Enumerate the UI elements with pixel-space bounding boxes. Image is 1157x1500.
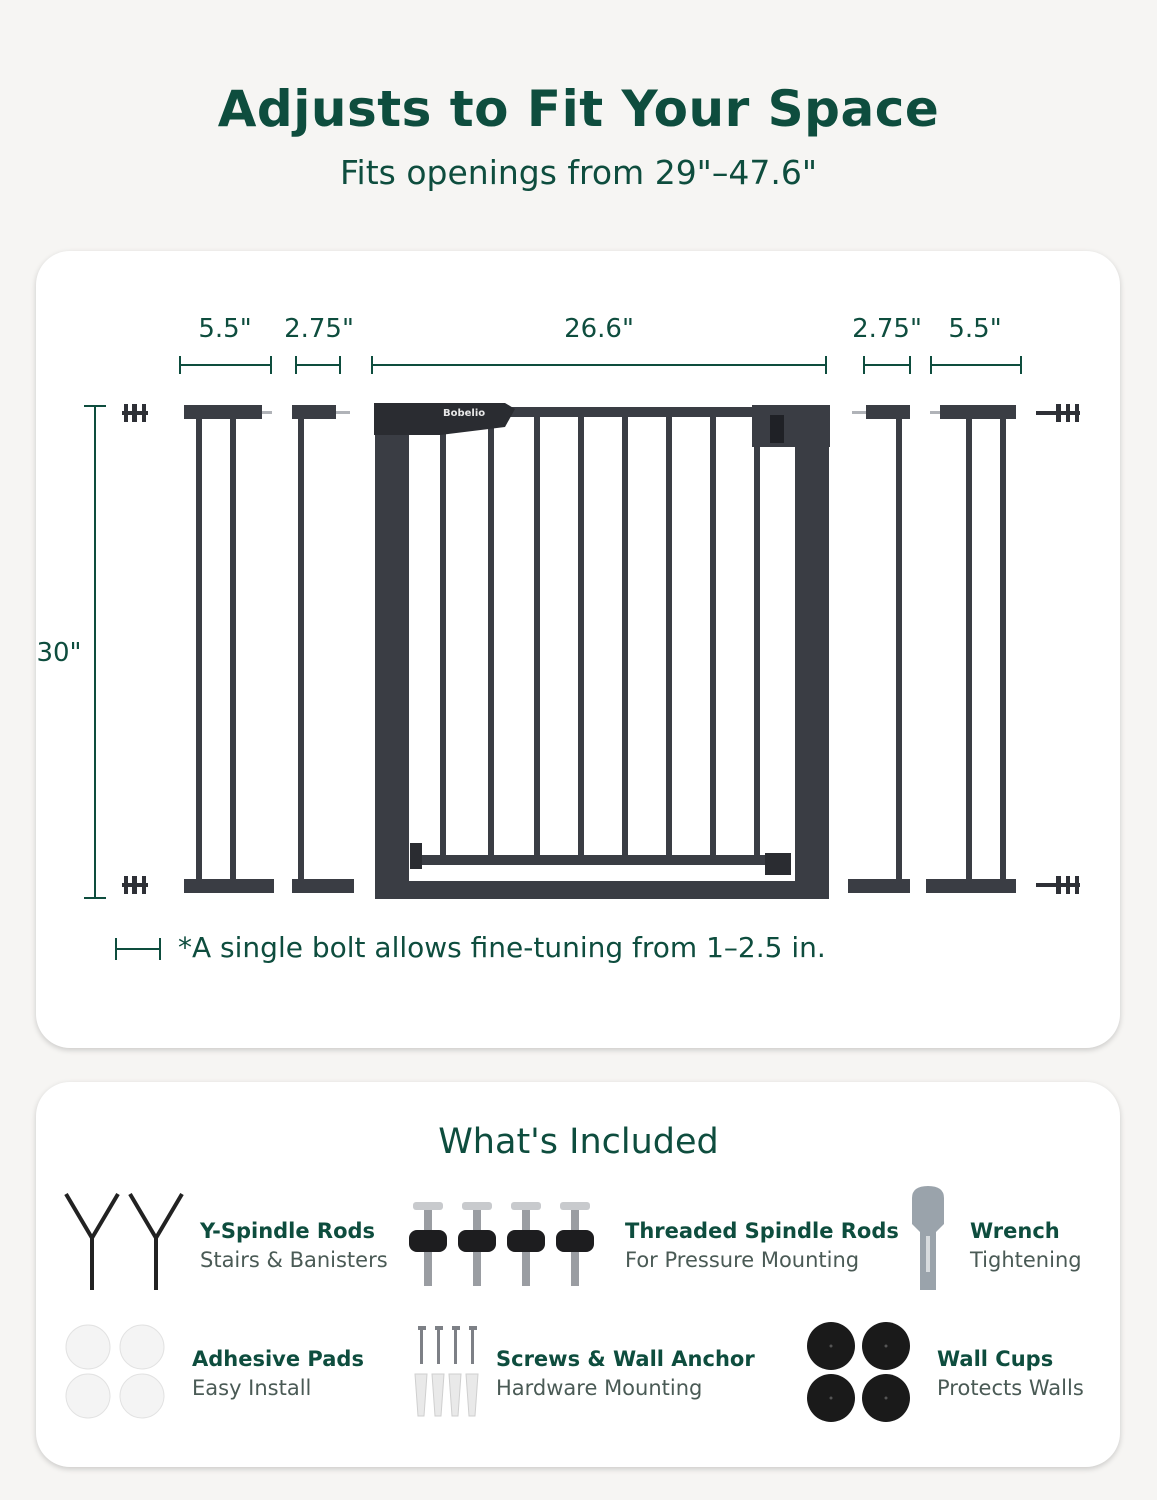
- bolt-dimension-icon: [114, 936, 164, 962]
- extension-right-large: [926, 405, 1016, 893]
- page-subtitle: Fits openings from 29"–47.6": [339, 153, 818, 192]
- item-desc-screws-anchor: Hardware Mounting: [496, 1376, 703, 1400]
- spindle-rod-left-top: [122, 404, 148, 422]
- item-name-screws-anchor: Screws & Wall Anchor: [496, 1347, 755, 1371]
- dim-line-ext-right-small: [863, 356, 911, 374]
- main-gate: [374, 403, 830, 899]
- page-title: Adjusts to Fit Your Space: [217, 80, 940, 138]
- spindle-rod-left-bottom: [122, 876, 148, 894]
- item-name-wall-cups: Wall Cups: [937, 1347, 1054, 1371]
- item-name-adhesive-pads: Adhesive Pads: [192, 1347, 364, 1371]
- dim-line-ext-left-large: [179, 356, 272, 374]
- y-spindle-icon: [60, 1190, 190, 1295]
- threaded-spindle-icon: [405, 1198, 605, 1290]
- wrench-icon: [908, 1184, 950, 1294]
- item-name-wrench: Wrench: [970, 1219, 1060, 1243]
- dim-label-height: 30": [36, 638, 82, 668]
- item-desc-y-spindle: Stairs & Banisters: [200, 1248, 388, 1272]
- spindle-rod-right-top: [1036, 404, 1080, 422]
- screw-anchor-icon: [408, 1324, 488, 1420]
- item-name-y-spindle: Y-Spindle Rods: [200, 1219, 376, 1243]
- extension-left-large: [184, 405, 274, 893]
- included-title: What's Included: [438, 1122, 719, 1162]
- dim-label-ext-left-small: 2.75": [284, 314, 354, 344]
- item-desc-threaded-spindle: For Pressure Mounting: [625, 1248, 860, 1272]
- gate-brand-label: Bobelio: [443, 408, 486, 419]
- item-desc-adhesive-pads: Easy Install: [192, 1376, 312, 1400]
- wall-cup-icon: [804, 1320, 916, 1424]
- dim-label-gate-width: 26.6": [564, 314, 634, 344]
- dim-line-ext-left-small: [295, 356, 341, 374]
- dim-label-ext-right-large: 5.5": [948, 314, 1002, 344]
- spindle-rod-right-bottom: [1036, 876, 1080, 894]
- dim-label-ext-right-small: 2.75": [852, 314, 922, 344]
- gate-illustration: [110, 395, 1090, 905]
- adhesive-pad-icon: [62, 1322, 172, 1422]
- item-desc-wrench: Tightening: [970, 1248, 1082, 1272]
- dim-label-ext-left-large: 5.5": [198, 314, 252, 344]
- extension-left-small: [292, 405, 354, 893]
- dim-line-gate-width: [371, 356, 827, 374]
- height-dimension-line: [80, 400, 110, 904]
- item-desc-wall-cups: Protects Walls: [937, 1376, 1084, 1400]
- extension-right-small: [848, 405, 910, 893]
- dim-line-ext-right-large: [930, 356, 1022, 374]
- item-name-threaded-spindle: Threaded Spindle Rods: [625, 1219, 899, 1243]
- bolt-note: *A single bolt allows fine-tuning from 1–2.5 in.: [178, 931, 826, 964]
